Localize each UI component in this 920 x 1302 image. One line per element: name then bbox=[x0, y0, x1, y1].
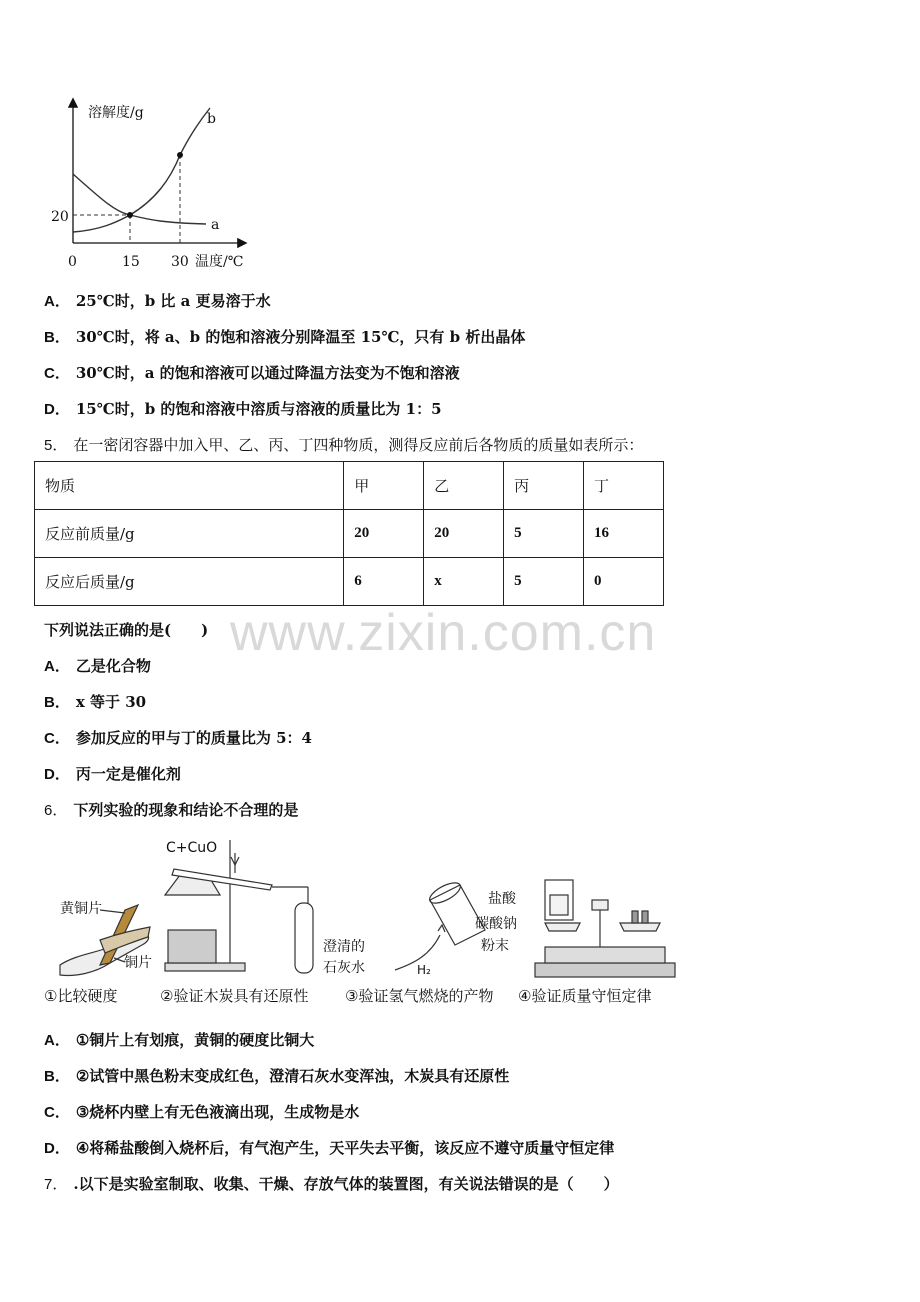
series-a-label: a bbox=[211, 217, 220, 233]
table-cell: x bbox=[424, 558, 504, 606]
balance-drawing bbox=[535, 880, 675, 977]
x-tick-0: 0 bbox=[68, 254, 77, 270]
x-tick-30: 30 bbox=[171, 254, 189, 270]
question-text: 在一密闭容器中加入甲、乙、丙、丁四种物质，测得反应前后各物质的质量如表所示： bbox=[73, 436, 644, 454]
option-text: 15℃时，b 的饱和溶液中溶质与溶液的质量比为 1：5 bbox=[75, 400, 442, 418]
table-cell: 20 bbox=[424, 510, 504, 558]
question-number: 6． bbox=[44, 802, 68, 819]
option-label: A． bbox=[44, 658, 70, 675]
reduction-apparatus-drawing bbox=[165, 840, 313, 973]
series-b-curve bbox=[73, 108, 210, 232]
label-hcl: 盐酸 bbox=[488, 891, 516, 907]
solubility-chart bbox=[40, 90, 270, 275]
caption-3: ③验证氢气燃烧的产物 bbox=[345, 987, 494, 1005]
label-na2co3-1: 碳酸钠 bbox=[475, 916, 517, 932]
table-cell: 反应后质量/g bbox=[35, 558, 344, 606]
q5-option-b bbox=[44, 691, 146, 712]
label-c-cuo: C+CuO bbox=[166, 840, 218, 856]
option-label: D． bbox=[44, 766, 70, 783]
option-text: ③烧杯内壁上有无色液滴出现，生成物是水 bbox=[75, 1103, 360, 1121]
option-label: D． bbox=[44, 1140, 70, 1157]
label-h2: H₂ bbox=[417, 963, 431, 977]
option-text: 乙是化合物 bbox=[75, 657, 151, 675]
q5-option-c bbox=[44, 727, 312, 748]
x-tick-15: 15 bbox=[122, 254, 140, 270]
q5-mass-table bbox=[34, 461, 664, 606]
option-label: D． bbox=[44, 401, 70, 418]
q4-option-d bbox=[44, 398, 442, 419]
option-text: 30℃时，a 的饱和溶液可以通过降温方法变为不饱和溶液 bbox=[75, 364, 460, 382]
label-na2co3-2: 粉末 bbox=[481, 938, 509, 954]
question-number: 7． bbox=[44, 1176, 68, 1193]
option-text: ②试管中黑色粉末变成红色，澄清石灰水变浑浊，木炭具有还原性 bbox=[75, 1067, 510, 1085]
table-cell: 20 bbox=[344, 510, 424, 558]
q6-option-b bbox=[44, 1065, 509, 1086]
option-text: 参加反应的甲与丁的质量比为 5：4 bbox=[75, 729, 312, 747]
q6-option-c bbox=[44, 1101, 359, 1122]
watermark: www.zixin.com.cn bbox=[230, 604, 657, 662]
point-b-30 bbox=[177, 152, 183, 158]
label-copper: 铜片 bbox=[124, 955, 152, 971]
question-text: .以下是实验室制取、收集、干燥、存放气体的装置图，有关说法错误的是（ ） bbox=[73, 1175, 619, 1193]
option-label: A． bbox=[44, 293, 70, 310]
q6-option-d bbox=[44, 1137, 614, 1158]
series-b-label: b bbox=[207, 111, 216, 127]
table-cell: 乙 bbox=[424, 462, 504, 510]
y-axis-label: 溶解度/g bbox=[88, 105, 144, 121]
x-axis-label: 温度/℃ bbox=[195, 254, 244, 270]
q4-option-a bbox=[44, 290, 271, 311]
table-cell: 5 bbox=[504, 510, 584, 558]
label-limewater-1: 澄清的 bbox=[323, 939, 365, 955]
q4-option-b bbox=[44, 326, 525, 347]
q7-stem bbox=[44, 1173, 619, 1194]
caption-1: ①比较硬度 bbox=[44, 987, 118, 1005]
option-text: ①铜片上有划痕，黄铜的硬度比铜大 bbox=[75, 1031, 315, 1049]
y-tick-20: 20 bbox=[51, 209, 69, 225]
question-number: 5． bbox=[44, 437, 68, 454]
caption-4: ④验证质量守恒定律 bbox=[518, 987, 652, 1005]
table-cell: 丁 bbox=[584, 462, 664, 510]
label-limewater-2: 石灰水 bbox=[323, 960, 365, 976]
option-label: C． bbox=[44, 730, 70, 747]
series-a-curve bbox=[73, 174, 206, 224]
q6-option-a bbox=[44, 1029, 314, 1050]
option-label: A． bbox=[44, 1032, 70, 1049]
q5-question: 下列说法正确的是( ) bbox=[44, 621, 209, 639]
table-cell: 6 bbox=[344, 558, 424, 606]
option-text: 丙一定是催化剂 bbox=[75, 765, 181, 783]
q5-option-a bbox=[44, 655, 151, 676]
table-row bbox=[35, 558, 664, 606]
table-cell: 16 bbox=[584, 510, 664, 558]
option-label: B． bbox=[44, 694, 70, 711]
option-text: x 等于 30 bbox=[75, 693, 147, 711]
table-cell: 甲 bbox=[344, 462, 424, 510]
intersection-point bbox=[127, 212, 133, 218]
table-cell: 丙 bbox=[504, 462, 584, 510]
option-label: C． bbox=[44, 365, 70, 382]
question-text: 下列实验的现象和结论不合理的是 bbox=[73, 801, 299, 819]
table-cell: 5 bbox=[504, 558, 584, 606]
q5-option-d bbox=[44, 763, 181, 784]
option-label: B． bbox=[44, 1068, 70, 1085]
table-cell: 反应前质量/g bbox=[35, 510, 344, 558]
option-text: 25℃时，b 比 a 更易溶于水 bbox=[75, 292, 271, 310]
q5-stem bbox=[44, 434, 643, 455]
option-text: ④将稀盐酸倒入烧杯后，有气泡产生，天平失去平衡，该反应不遵守质量守恒定律 bbox=[75, 1139, 615, 1157]
option-label: B． bbox=[44, 329, 70, 346]
label-brass: 黄铜片 bbox=[60, 901, 102, 917]
option-label: C． bbox=[44, 1104, 70, 1121]
hydrogen-burning-drawing bbox=[395, 879, 485, 970]
q6-stem bbox=[44, 799, 298, 820]
table-cell: 物质 bbox=[35, 462, 344, 510]
q4-option-c bbox=[44, 362, 460, 383]
table-header-row bbox=[35, 462, 664, 510]
table-cell: 0 bbox=[584, 558, 664, 606]
option-text: 30℃时，将 a、b 的饱和溶液分别降温至 15℃，只有 b 析出晶体 bbox=[75, 328, 526, 346]
table-row bbox=[35, 510, 664, 558]
caption-2: ②验证木炭具有还原性 bbox=[160, 987, 309, 1005]
